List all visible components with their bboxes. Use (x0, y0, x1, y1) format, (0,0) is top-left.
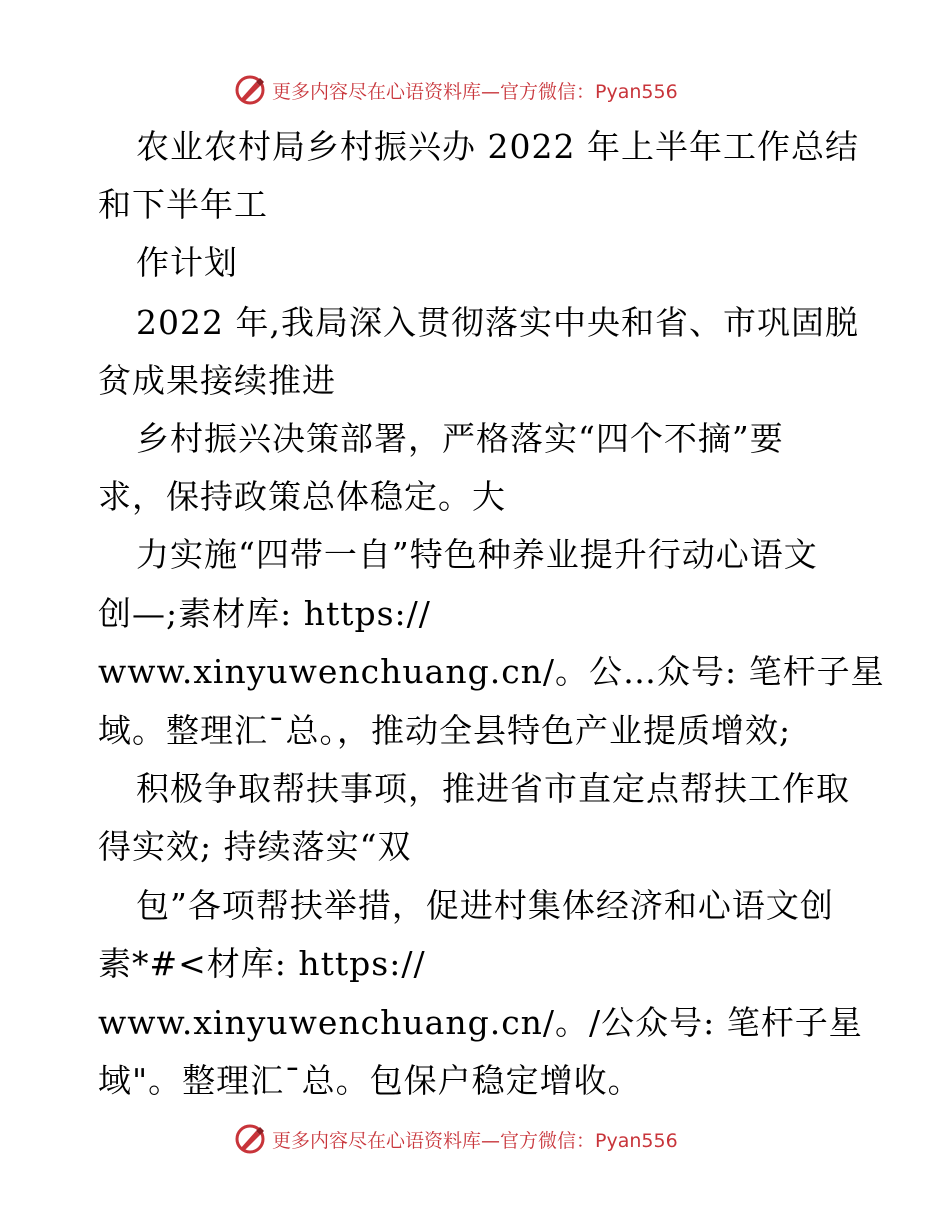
doc-line: 2022 年,我局深入贯彻落实中央和省、市巩固脱 (136, 303, 859, 342)
doc-line: www.xinyuwenchuang.cn/。公…众号: 笔杆子星 (98, 652, 885, 691)
doc-line: 域"。整理汇¯总。包保户稳定增收。 (98, 1061, 642, 1100)
watermark-banner-top (234, 72, 678, 108)
doc-line: 域。整理汇¯总。，推动全县特色产业提质增效; (98, 711, 792, 750)
watermark-banner-bottom (234, 1121, 678, 1157)
doc-line: 创—;素材库: https:// (98, 594, 431, 633)
doc-line: 求，保持政策总体稳定。大 (98, 477, 506, 516)
doc-line: 作计划 (136, 243, 238, 282)
doc-line: 农业农村局乡村振兴办 2022 年上半年工作总结 (136, 127, 859, 166)
doc-line: 贫成果接续推进 (98, 361, 336, 400)
watermark-text: 更多内容尽在心语资料库—官方微信：Pyan556 (272, 80, 678, 103)
doc-line: www.xinyuwenchuang.cn/。/公众号: 笔杆子星 (98, 1003, 863, 1042)
pen-logo-icon (234, 1123, 266, 1155)
doc-line: 包”各项帮扶举措，促进村集体经济和心语文创 (136, 886, 834, 925)
pen-logo-icon (234, 74, 266, 106)
doc-line: 积极争取帮扶事项，推进省市直定点帮扶工作取 (136, 769, 850, 808)
doc-line: 得实效; 持续落实“双 (98, 827, 412, 866)
doc-line: 力实施“四带一自”特色种养业提升行动心语文 (136, 535, 818, 574)
watermark-text: 更多内容尽在心语资料库—官方微信：Pyan556 (272, 1129, 678, 1152)
doc-line: 和下半年工 (98, 185, 268, 224)
doc-line: 乡村振兴决策部署，严格落实“四个不摘”要 (136, 419, 784, 458)
doc-line: 素*#<材库: https:// (98, 944, 426, 983)
